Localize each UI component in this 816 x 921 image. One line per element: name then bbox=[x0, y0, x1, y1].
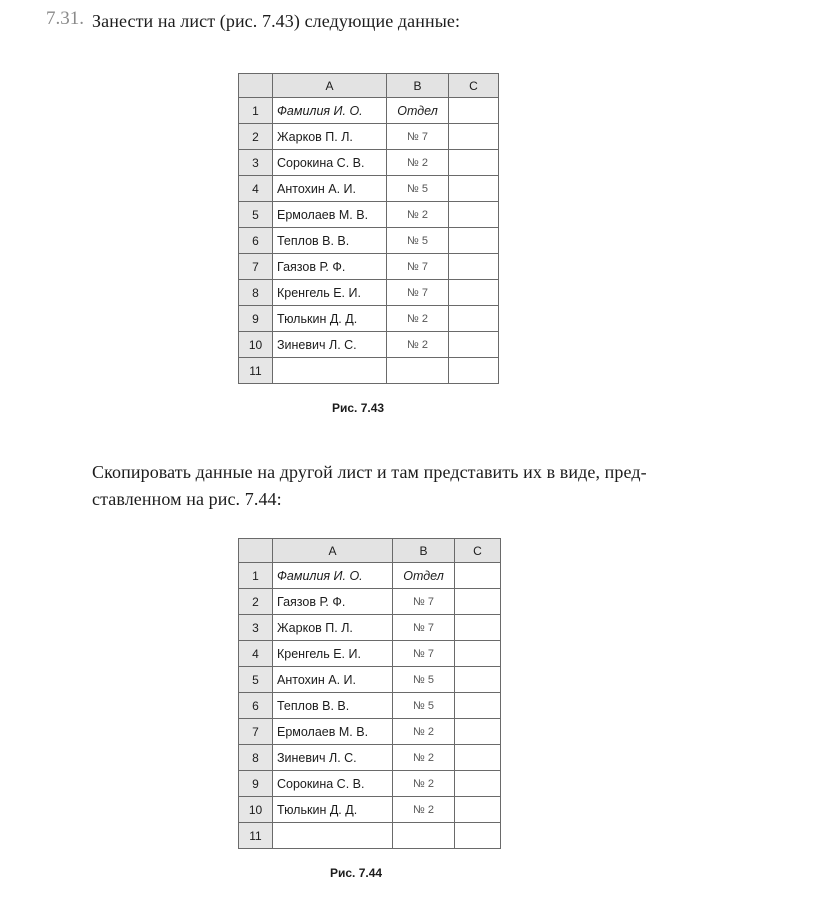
cell-name: Ермолаев М. В. bbox=[273, 719, 393, 745]
table-row bbox=[239, 745, 501, 771]
row-number: 10 bbox=[239, 797, 273, 823]
cell-department: № 2 bbox=[393, 797, 455, 823]
cell-name: Жарков П. Л. bbox=[273, 124, 387, 150]
cell-department: № 2 bbox=[387, 202, 449, 228]
cell-empty bbox=[455, 589, 501, 615]
figure-caption-7-44: Рис. 7.44 bbox=[330, 866, 383, 880]
cell-department bbox=[393, 823, 455, 849]
cell-department: № 2 bbox=[393, 719, 455, 745]
cell-empty bbox=[449, 176, 499, 202]
column-header-b: B bbox=[393, 539, 455, 563]
cell-empty bbox=[455, 771, 501, 797]
cell-department: № 7 bbox=[387, 280, 449, 306]
row-number: 6 bbox=[239, 693, 273, 719]
cell-empty bbox=[455, 797, 501, 823]
column-header-a: A bbox=[273, 539, 393, 563]
row-number: 1 bbox=[239, 98, 273, 124]
cell-empty bbox=[449, 202, 499, 228]
table-row bbox=[239, 615, 501, 641]
table-row bbox=[239, 124, 499, 150]
cell-empty bbox=[449, 254, 499, 280]
row-number: 11 bbox=[239, 823, 273, 849]
cell-department bbox=[387, 358, 449, 384]
row-number: 4 bbox=[239, 641, 273, 667]
cell-name: Фамилия И. О. bbox=[273, 98, 387, 124]
cell-name: Гаязов Р. Ф. bbox=[273, 589, 393, 615]
figure-caption-7-43: Рис. 7.43 bbox=[332, 401, 385, 415]
row-number: 1 bbox=[239, 563, 273, 589]
table-row bbox=[239, 797, 501, 823]
table-row bbox=[239, 150, 499, 176]
cell-department: № 7 bbox=[387, 124, 449, 150]
task-number: 7.31. bbox=[46, 8, 84, 29]
cell-empty bbox=[449, 228, 499, 254]
cell-empty bbox=[455, 823, 501, 849]
column-header-b: B bbox=[387, 74, 449, 98]
row-number: 10 bbox=[239, 332, 273, 358]
table-row bbox=[239, 228, 499, 254]
corner-cell bbox=[239, 539, 273, 563]
cell-name: Гаязов Р. Ф. bbox=[273, 254, 387, 280]
row-number: 3 bbox=[239, 615, 273, 641]
table-row bbox=[239, 98, 499, 124]
table-row bbox=[239, 358, 499, 384]
cell-name bbox=[273, 358, 387, 384]
row-number: 9 bbox=[239, 771, 273, 797]
cell-name: Зиневич Л. С. bbox=[273, 332, 387, 358]
cell-name: Тюлькин Д. Д. bbox=[273, 306, 387, 332]
table-row bbox=[239, 280, 499, 306]
table-row bbox=[239, 641, 501, 667]
row-number: 11 bbox=[239, 358, 273, 384]
table-row bbox=[239, 823, 501, 849]
table-row bbox=[239, 667, 501, 693]
table-row bbox=[239, 332, 499, 358]
cell-department: № 5 bbox=[387, 176, 449, 202]
table-row bbox=[239, 202, 499, 228]
spreadsheet-figure-7-43 bbox=[238, 73, 499, 384]
cell-empty bbox=[449, 150, 499, 176]
cell-name: Теплов В. В. bbox=[273, 693, 393, 719]
cell-department: № 2 bbox=[387, 332, 449, 358]
cell-department: Отдел bbox=[387, 98, 449, 124]
cell-department: № 2 bbox=[393, 745, 455, 771]
table-row bbox=[239, 589, 501, 615]
table-row bbox=[239, 771, 501, 797]
cell-empty bbox=[455, 719, 501, 745]
row-number: 6 bbox=[239, 228, 273, 254]
corner-cell bbox=[239, 74, 273, 98]
cell-department: № 7 bbox=[393, 589, 455, 615]
column-header-row bbox=[239, 539, 501, 563]
cell-name: Жарков П. Л. bbox=[273, 615, 393, 641]
cell-department: № 2 bbox=[387, 150, 449, 176]
cell-empty bbox=[449, 306, 499, 332]
row-number: 7 bbox=[239, 254, 273, 280]
row-number: 2 bbox=[239, 124, 273, 150]
cell-department: № 5 bbox=[393, 693, 455, 719]
cell-empty bbox=[455, 641, 501, 667]
table-row bbox=[239, 719, 501, 745]
table-row bbox=[239, 563, 501, 589]
cell-name bbox=[273, 823, 393, 849]
cell-empty bbox=[455, 693, 501, 719]
column-header-c: C bbox=[455, 539, 501, 563]
cell-name: Антохин А. И. bbox=[273, 667, 393, 693]
table-row bbox=[239, 254, 499, 280]
row-number: 5 bbox=[239, 667, 273, 693]
cell-name: Кренгель Е. И. bbox=[273, 280, 387, 306]
cell-empty bbox=[455, 745, 501, 771]
cell-name: Сорокина С. В. bbox=[273, 771, 393, 797]
cell-department: № 2 bbox=[387, 306, 449, 332]
row-number: 7 bbox=[239, 719, 273, 745]
row-number: 5 bbox=[239, 202, 273, 228]
table-row bbox=[239, 693, 501, 719]
cell-empty bbox=[455, 615, 501, 641]
cell-empty bbox=[449, 124, 499, 150]
cell-name: Теплов В. В. bbox=[273, 228, 387, 254]
cell-name: Сорокина С. В. bbox=[273, 150, 387, 176]
cell-department: Отдел bbox=[393, 563, 455, 589]
cell-name: Фамилия И. О. bbox=[273, 563, 393, 589]
row-number: 2 bbox=[239, 589, 273, 615]
cell-department: № 7 bbox=[387, 254, 449, 280]
cell-name: Кренгель Е. И. bbox=[273, 641, 393, 667]
cell-empty bbox=[449, 358, 499, 384]
table-row bbox=[239, 306, 499, 332]
cell-empty bbox=[455, 667, 501, 693]
cell-name: Антохин А. И. bbox=[273, 176, 387, 202]
cell-empty bbox=[449, 280, 499, 306]
cell-empty bbox=[455, 563, 501, 589]
cell-department: № 7 bbox=[393, 615, 455, 641]
column-header-row bbox=[239, 74, 499, 98]
copy-instruction-line-1: Скопировать данные на другой лист и там представить их в виде, пред- bbox=[92, 462, 647, 482]
row-number: 8 bbox=[239, 745, 273, 771]
copy-instruction-line-2: ставленном на рис. 7.44: bbox=[92, 489, 282, 509]
cell-empty bbox=[449, 332, 499, 358]
row-number: 4 bbox=[239, 176, 273, 202]
column-header-c: C bbox=[449, 74, 499, 98]
cell-department: № 7 bbox=[393, 641, 455, 667]
spreadsheet-figure-7-44 bbox=[238, 538, 501, 849]
cell-name: Ермолаев М. В. bbox=[273, 202, 387, 228]
table-row bbox=[239, 176, 499, 202]
row-number: 8 bbox=[239, 280, 273, 306]
row-number: 9 bbox=[239, 306, 273, 332]
cell-department: № 5 bbox=[387, 228, 449, 254]
cell-empty bbox=[449, 98, 499, 124]
cell-name: Зиневич Л. С. bbox=[273, 745, 393, 771]
cell-department: № 2 bbox=[393, 771, 455, 797]
cell-department: № 5 bbox=[393, 667, 455, 693]
column-header-a: A bbox=[273, 74, 387, 98]
cell-name: Тюлькин Д. Д. bbox=[273, 797, 393, 823]
task-instruction: Занести на лист (рис. 7.43) следующие данные: bbox=[92, 11, 461, 31]
row-number: 3 bbox=[239, 150, 273, 176]
